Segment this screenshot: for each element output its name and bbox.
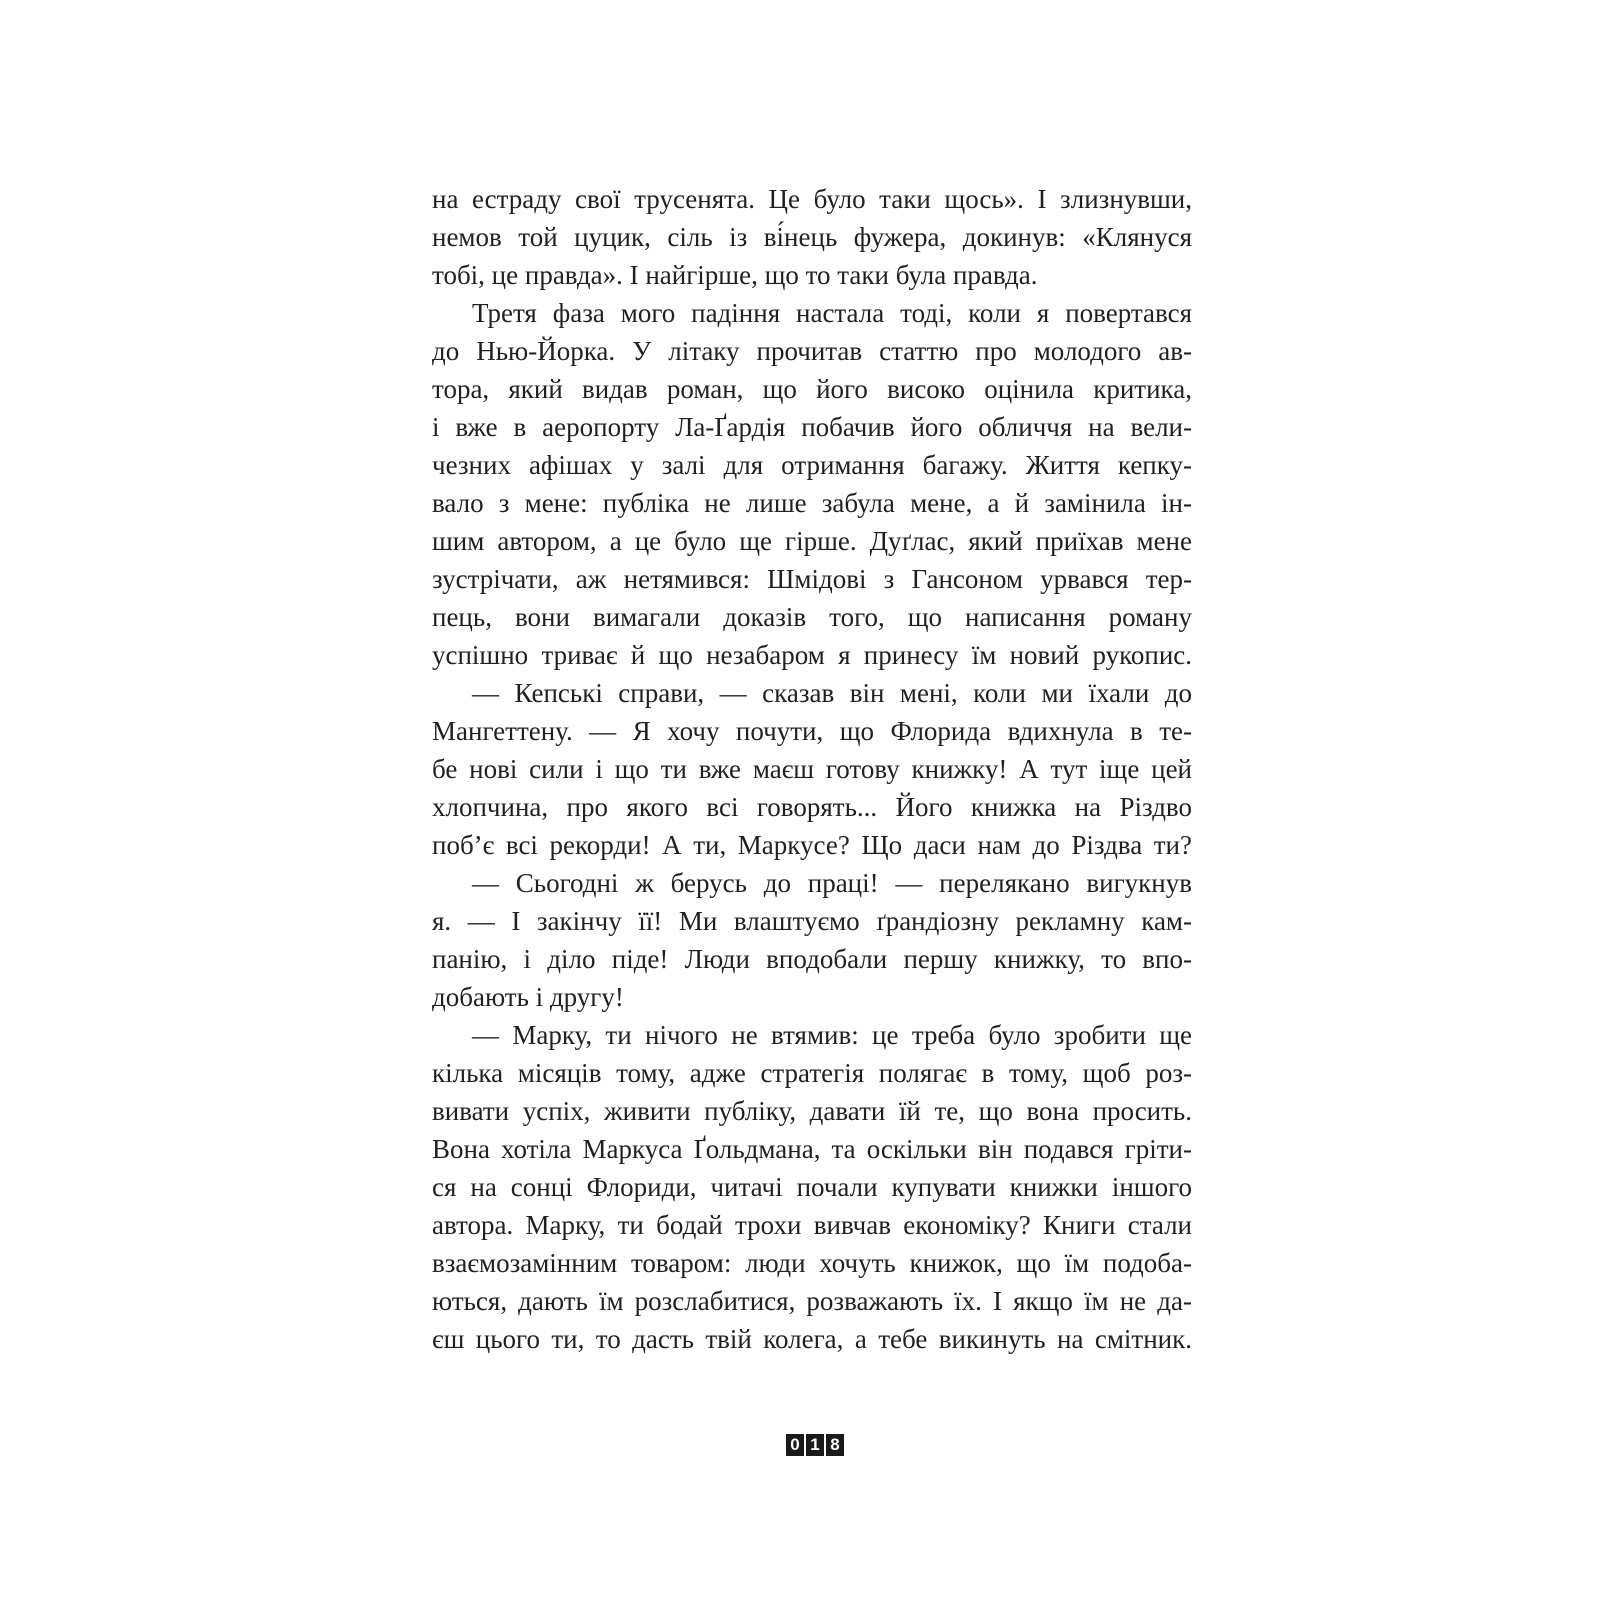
page-number-digit: 8 bbox=[826, 1434, 844, 1456]
text-line: до Нью-Йорка. У літаку прочитав статтю про молодого ав- bbox=[432, 336, 1192, 366]
text-line: єш цього ти, то дасть твій колега, а тебе викинуть на смітник. bbox=[432, 1324, 1192, 1354]
text-line: взаємозамінним товаром: люди хочуть книжок, що їм подоба- bbox=[432, 1248, 1192, 1278]
text-line: немов той цуцик, сіль із ві́нець фужера, докинув: «Клянуся bbox=[432, 222, 1192, 252]
text-line: я. — І закінчу її! Ми влаштуємо ґрандіозну рекламну кам- bbox=[432, 906, 1192, 936]
text-line: ся на сонці Флориди, читачі почали купувати книжки іншого bbox=[432, 1172, 1192, 1202]
text-line: шим автором, а це було ще гірше. Дуґлас, який приїхав мене bbox=[432, 526, 1192, 556]
text-line: ються, дають їм розслабитися, розважають їх. І якщо їм не да- bbox=[432, 1286, 1192, 1316]
text-line: пець, вони вимагали доказів того, що написання роману bbox=[432, 602, 1192, 632]
text-line: — Марку, ти нічого не втямив: це треба було зробити ще bbox=[472, 1020, 1192, 1050]
text-line: поб’є всі рекорди! А ти, Маркусе? Що даси нам до Різдва ти? bbox=[432, 830, 1192, 860]
text-line: — Кепські справи, — сказав він мені, коли ми їхали до bbox=[472, 678, 1192, 708]
text-line: хлопчина, про якого всі говорять... Його книжка на Різдво bbox=[432, 792, 1192, 822]
text-line: — Сьогодні ж берусь до праці! — перелякано вигукнув bbox=[472, 868, 1192, 898]
text-line: Вона хотіла Маркуса Ґольдмана, та оскільки він подався гріти- bbox=[432, 1134, 1192, 1164]
text-line: Третя фаза мого падіння настала тоді, коли я повертався bbox=[472, 298, 1192, 328]
text-line: кілька місяців тому, адже стратегія полягає в тому, щоб роз- bbox=[432, 1058, 1192, 1088]
page-number bbox=[786, 1434, 844, 1456]
text-line: Мангеттену. — Я хочу почути, що Флорида вдихнула в те- bbox=[432, 716, 1192, 746]
text-line: бе нові сили і що ти вже маєш готову книжку! А тут іще цей bbox=[432, 754, 1192, 784]
text-line: чезних афішах у залі для отримання багажу. Життя кепку- bbox=[432, 450, 1192, 480]
text-line: вивати успіх, живити публіку, давати їй те, що вона просить. bbox=[432, 1096, 1192, 1126]
page-number-digit: 1 bbox=[806, 1434, 824, 1456]
text-line: панію, і діло піде! Люди вподобали першу книжку, то впо- bbox=[432, 944, 1192, 974]
text-line: вало з мене: публіка не лише забула мене, а й замінила ін- bbox=[432, 488, 1192, 518]
text-line: зустрічати, аж нетямився: Шмідові з Гансоном урвався тер- bbox=[432, 564, 1192, 594]
text-line: автора. Марку, ти бодай трохи вивчав економіку? Книги стали bbox=[432, 1210, 1192, 1240]
text-line: тобі, це правда». І найгірше, що то таки була правда. bbox=[432, 260, 1038, 290]
text-line: добають і другу! bbox=[432, 982, 624, 1012]
text-line: і вже в аеропорту Ла-Ґардія побачив його обличчя на вели- bbox=[432, 412, 1192, 442]
page-body-text bbox=[432, 180, 1192, 1358]
text-line: успішно триває й що незабаром я принесу їм новий рукопис. bbox=[432, 640, 1192, 670]
text-line: тора, який видав роман, що його високо оцінила критика, bbox=[432, 374, 1192, 404]
text-line: на естраду свої трусенята. Це було таки щось». І злизнувши, bbox=[432, 184, 1192, 214]
page-number-digit: 0 bbox=[786, 1434, 804, 1456]
